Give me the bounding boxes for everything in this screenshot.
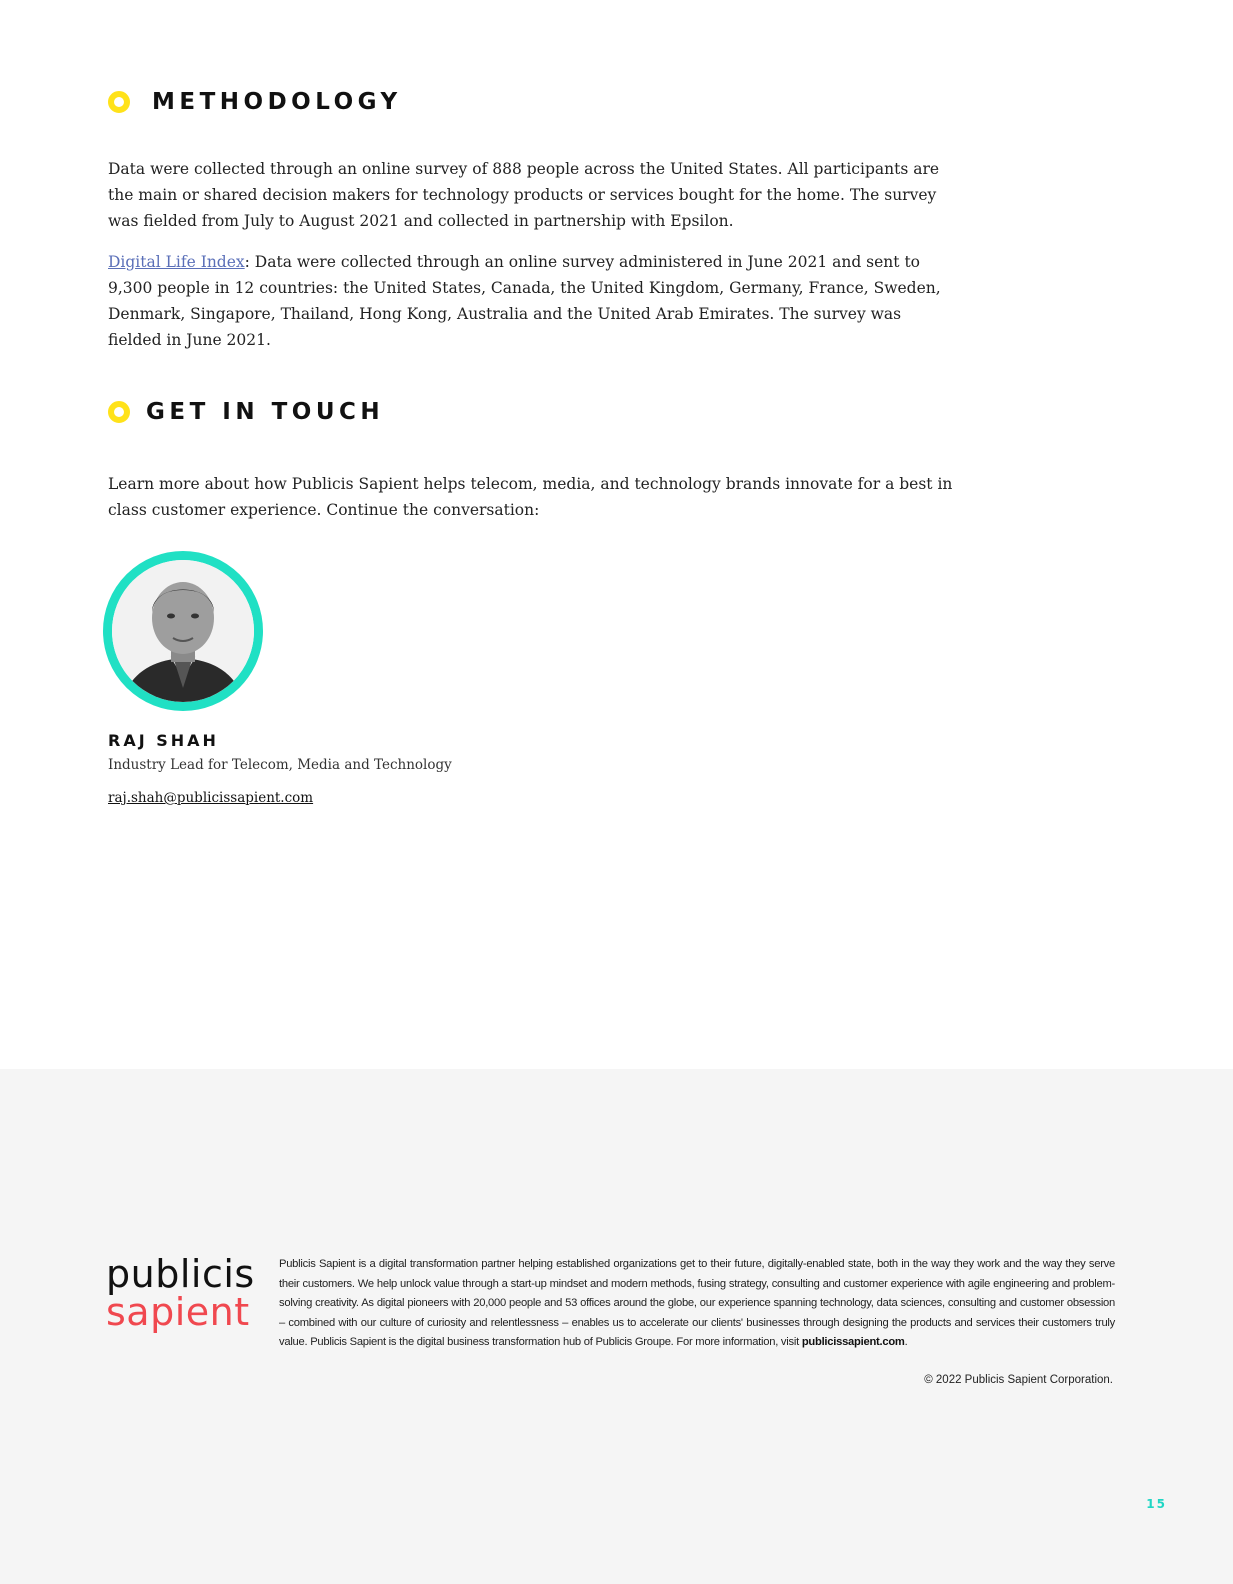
methodology-section-header [108,89,402,115]
get-in-touch-intro: Learn more about how Publicis Sapient helps telecom, media, and technology brands innovate for a best in class customer experience. Continue the conversation: [108,475,953,519]
yellow-circle-bullet-icon [108,91,130,113]
about-body: Publicis Sapient is a digital transformation partner helping established organizations get to their future, digitally-enabled state, both in the way they work and the way they serve their customers. We help unlock value through a start-up mindset and modern methods, fusing strategy, consulting and customer experience with agile engineering and problem-solving creativity. As digital pioneers with 20,000 people and 53 offices around the globe, our experience spanning technology, data sciences, consulting and customer obsession – combined with our culture of curiosity and relentlessness – enables us to accelerate our clients' businesses through designing the products and services their customers truly value. Publicis Sapient is the digital business transformation hub of Publicis Groupe. For more information, visit [279,1258,1115,1349]
page-number: 15 [1146,1497,1167,1511]
company-about-text [279,1255,1115,1353]
methodology-paragraph: Data were collected through an online survey of 888 people across the United States. All participants are the main or shared decision makers for technology products or services bought for the home. The survey was fielded from July to August 2021 and collected in partnership with Epsilon. [108,160,940,230]
contact-name: RAJ SHAH [108,731,219,750]
contact-email-link[interactable]: raj.shah@publicissapient.com [108,790,314,806]
get-in-touch-heading: GET IN TOUCH [146,399,385,425]
logo-word-sapient: sapient [106,1290,250,1334]
logo-word-publicis: publicis [106,1252,255,1296]
person-portrait-icon [112,560,254,702]
get-in-touch-section-header [108,399,384,425]
digital-life-index-link[interactable]: Digital Life Index [108,253,245,271]
publicis-sapient-logo [106,1252,255,1334]
about-end: . [904,1336,908,1349]
digital-life-index-paragraph [108,249,958,353]
methodology-heading: METHODOLOGY [152,89,402,115]
yellow-circle-bullet-icon [108,401,130,423]
digital-life-index-text: : Data were collected through an online survey administered in June 2021 and sent to 9,300 people in 12 countries: the United States, Canada, the United Kingdom, Germany, France, Sweden, Denmark, Singapore, Thailand, Hong Kong, Australia and the United Arab Emirates. The survey was fielded in June 2021. [108,253,941,349]
contact-avatar [103,551,263,711]
copyright-notice: © 2022 Publicis Sapient Corporation. [924,1374,1113,1386]
about-website-link[interactable]: publicissapient.com [801,1336,905,1349]
contact-title: Industry Lead for Telecom, Media and Technology [108,757,452,773]
